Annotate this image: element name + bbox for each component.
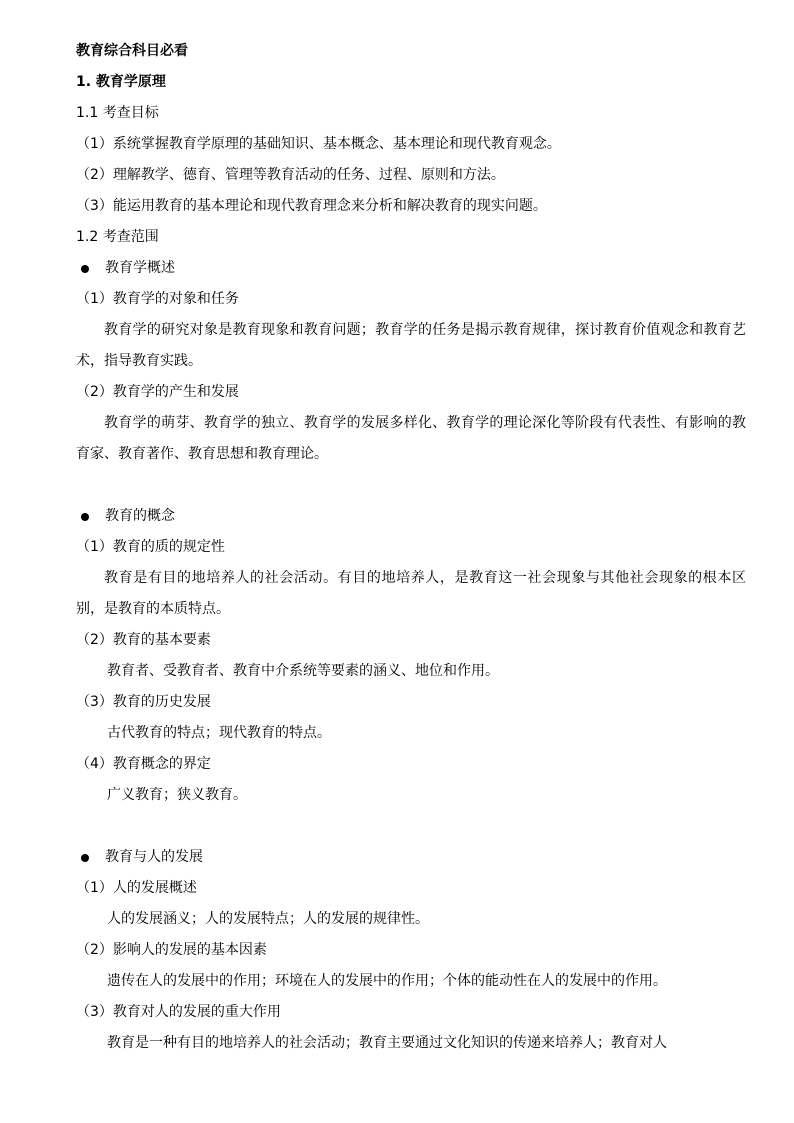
subsection-title: （2）教育学的产生和发展	[76, 384, 239, 400]
subsection-title: （1）人的发展概述	[76, 880, 197, 896]
subsection-body: 遗传在人的发展中的作用；环境在人的发展中的作用；个体的能动性在人的发展中的作用。	[107, 973, 667, 989]
spacer	[76, 470, 746, 501]
bullet-topic-3	[76, 842, 746, 873]
subsection-title: （2）教育的基本要素	[76, 632, 211, 648]
spacer	[76, 811, 746, 842]
subsection-title: （2）影响人的发展的基本因素	[76, 942, 267, 958]
subsection-title: （3）教育的历史发展	[76, 694, 211, 710]
subsection-body: 教育者、受教育者、教育中介系统等要素的涵义、地位和作用。	[107, 663, 499, 679]
section-heading: 1. 教育学原理	[76, 74, 166, 90]
bullet-dot-icon	[81, 513, 89, 521]
subsection-title: （1）教育学的对象和任务	[76, 291, 239, 307]
subsection-body: 广义教育；狭义教育。	[107, 787, 247, 803]
bullet-label: 教育与人的发展	[105, 849, 203, 865]
objective-item: （2）理解教学、德育、管理等教育活动的任务、过程、原则和方法。	[76, 167, 505, 183]
bullet-label: 教育学概述	[105, 260, 175, 276]
subsection-body: 古代教育的特点；现代教育的特点。	[107, 725, 331, 741]
subsection-body: 人的发展涵义；人的发展特点；人的发展的规律性。	[107, 911, 429, 927]
bullet-dot-icon	[81, 854, 89, 862]
document-title: 教育综合科目必看	[76, 43, 188, 59]
objective-item: （1）系统掌握教育学原理的基础知识、基本概念、基本理论和现代教育观念。	[76, 136, 561, 152]
scope-heading: 1.2 考查范围	[76, 229, 159, 245]
bullet-topic-2	[76, 501, 746, 532]
subsection-body: 教育是一种有目的地培养人的社会活动；教育主要通过文化知识的传递来培养人；教育对人	[107, 1035, 667, 1051]
objectives-heading: 1.1 考查目标	[76, 105, 159, 121]
bullet-dot-icon	[81, 265, 89, 273]
bullet-topic-1	[76, 253, 746, 284]
objective-item: （3）能运用教育的基本理论和现代教育理念来分析和解决教育的现实问题。	[76, 198, 547, 214]
bullet-label: 教育的概念	[105, 508, 175, 524]
subsection-body: 教育学的研究对象是教育现象和教育问题；教育学的任务是揭示教育规律，探讨教育价值观念和教育艺术，指导教育实践。	[76, 322, 746, 369]
subsection-title: （1）教育的质的规定性	[76, 539, 225, 555]
subsection-body: 教育是有目的地培养人的社会活动。有目的地培养人，是教育这一社会现象与其他社会现象的根本区别，是教育的本质特点。	[76, 570, 746, 617]
subsection-title: （3）教育对人的发展的重大作用	[76, 1004, 281, 1020]
subsection-body: 教育学的萌芽、教育学的独立、教育学的发展多样化、教育学的理论深化等阶段有代表性、有影响的教育家、教育著作、教育思想和教育理论。	[76, 415, 746, 462]
subsection-title: （4）教育概念的界定	[76, 756, 211, 772]
